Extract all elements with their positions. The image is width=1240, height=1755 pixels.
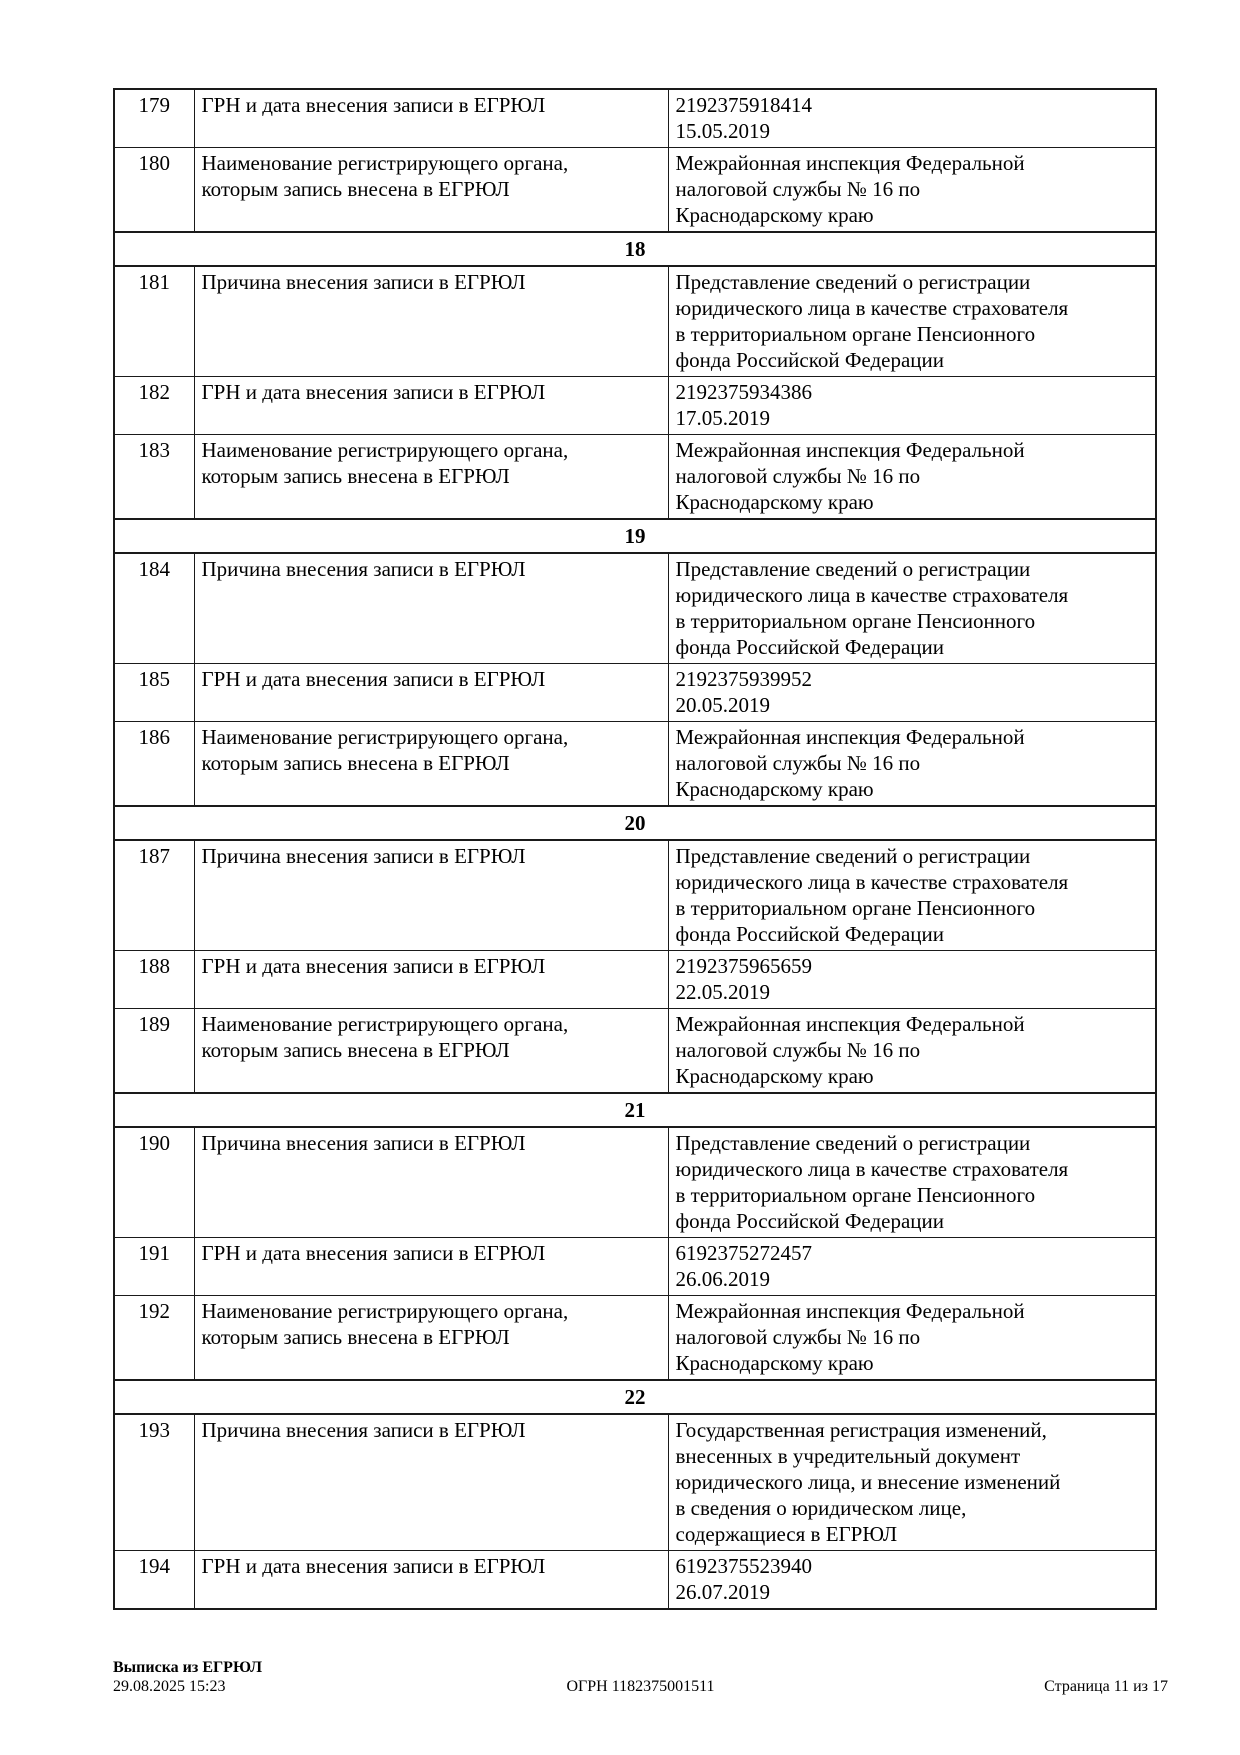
row-value [668, 553, 1156, 664]
row-number: 188 [114, 951, 194, 1009]
section-row [114, 1093, 1156, 1127]
label-text-line: которым запись внесена в ЕГРЮЛ [201, 1325, 510, 1349]
value-text-line: Межрайонная инспекция Федеральной [675, 438, 1025, 462]
row-value [668, 1009, 1156, 1094]
value-text-line: Межрайонная инспекция Федеральной [675, 725, 1025, 749]
row-label [194, 1238, 668, 1296]
row-label [194, 1551, 668, 1610]
value-text-line: 15.05.2019 [675, 119, 770, 143]
row-number: 186 [114, 722, 194, 807]
row-label [194, 722, 668, 807]
footer-ogrn: ОГРН 1182375001511 [566, 1678, 715, 1695]
table-row [114, 435, 1156, 520]
row-value [668, 664, 1156, 722]
value-text-line: налоговой службы № 16 по [675, 1038, 921, 1062]
value-text-line: налоговой службы № 16 по [675, 751, 921, 775]
section-row [114, 806, 1156, 840]
section-header: 18 [114, 232, 1156, 266]
row-label [194, 1414, 668, 1551]
table-row [114, 89, 1156, 148]
value-text-line: Межрайонная инспекция Федеральной [675, 151, 1025, 175]
label-text-line: которым запись внесена в ЕГРЮЛ [201, 464, 510, 488]
section-row [114, 1380, 1156, 1414]
value-text-line: Краснодарскому краю [675, 490, 874, 514]
value-text-line: 22.05.2019 [675, 980, 770, 1004]
value-text-line: налоговой службы № 16 по [675, 1325, 921, 1349]
value-text-line: 26.07.2019 [675, 1580, 770, 1604]
table-row [114, 664, 1156, 722]
label-text-line: Причина внесения записи в ЕГРЮЛ [201, 1418, 526, 1442]
row-label [194, 1127, 668, 1238]
value-text-line: 2192375918414 [675, 93, 812, 117]
value-text-line: 20.05.2019 [675, 693, 770, 717]
row-number: 191 [114, 1238, 194, 1296]
value-text-line: в территориальном органе Пенсионного [675, 609, 1036, 633]
row-number: 180 [114, 148, 194, 233]
label-text-line: которым запись внесена в ЕГРЮЛ [201, 177, 510, 201]
section-header: 20 [114, 806, 1156, 840]
label-text-line: которым запись внесена в ЕГРЮЛ [201, 1038, 510, 1062]
row-value [668, 840, 1156, 951]
label-text-line: Причина внесения записи в ЕГРЮЛ [201, 270, 526, 294]
value-text-line: юридического лица в качестве страхователя [675, 296, 1069, 320]
value-text-line: в территориальном органе Пенсионного [675, 896, 1036, 920]
value-text-line: налоговой службы № 16 по [675, 464, 921, 488]
value-text-line: 6192375272457 [675, 1241, 812, 1265]
value-text-line: юридического лица в качестве страхователя [675, 1157, 1069, 1181]
row-value [668, 951, 1156, 1009]
row-label [194, 266, 668, 377]
page-footer [113, 1652, 1168, 1696]
value-text-line: Краснодарскому краю [675, 1351, 874, 1375]
table-row [114, 1238, 1156, 1296]
label-text-line: Наименование регистрирующего органа, [201, 438, 569, 462]
row-number: 181 [114, 266, 194, 377]
value-text-line: юридического лица в качестве страхователя [675, 870, 1069, 894]
table-row [114, 1296, 1156, 1381]
table-row [114, 553, 1156, 664]
row-number: 194 [114, 1551, 194, 1610]
row-value [668, 1296, 1156, 1381]
table-row [114, 951, 1156, 1009]
row-number: 190 [114, 1127, 194, 1238]
row-number: 189 [114, 1009, 194, 1094]
row-number: 193 [114, 1414, 194, 1551]
section-row [114, 519, 1156, 553]
label-text-line: Наименование регистрирующего органа, [201, 1012, 569, 1036]
label-text-line: Наименование регистрирующего органа, [201, 151, 569, 175]
value-text-line: Представление сведений о регистрации [675, 270, 1031, 294]
value-text-line: в территориальном органе Пенсионного [675, 1183, 1036, 1207]
value-text-line: юридического лица, и внесение изменений [675, 1470, 1061, 1494]
row-label [194, 553, 668, 664]
label-text-line: Причина внесения записи в ЕГРЮЛ [201, 844, 526, 868]
value-text-line: внесенных в учредительный документ [675, 1444, 1021, 1468]
row-number: 183 [114, 435, 194, 520]
row-number: 184 [114, 553, 194, 664]
footer-left-block [113, 1658, 262, 1696]
row-value [668, 89, 1156, 148]
value-text-line: 6192375523940 [675, 1554, 812, 1578]
row-label [194, 89, 668, 148]
egrul-table [113, 88, 1157, 1610]
value-text-line: 17.05.2019 [675, 406, 770, 430]
value-text-line: Краснодарскому краю [675, 1064, 874, 1088]
row-label [194, 148, 668, 233]
row-value [668, 1414, 1156, 1551]
row-value [668, 1238, 1156, 1296]
table-row [114, 722, 1156, 807]
value-text-line: 2192375934386 [675, 380, 812, 404]
row-value [668, 1127, 1156, 1238]
footer-doc-title: Выписка из ЕГРЮЛ [113, 1659, 263, 1676]
value-text-line: содержащиеся в ЕГРЮЛ [675, 1522, 898, 1546]
row-value [668, 148, 1156, 233]
value-text-line: Межрайонная инспекция Федеральной [675, 1299, 1025, 1323]
label-text-line: Причина внесения записи в ЕГРЮЛ [201, 557, 526, 581]
section-row [114, 232, 1156, 266]
value-text-line: фонда Российской Федерации [675, 348, 945, 372]
table-row [114, 1414, 1156, 1551]
label-text-line: ГРН и дата внесения записи в ЕГРЮЛ [201, 954, 546, 978]
label-text-line: ГРН и дата внесения записи в ЕГРЮЛ [201, 380, 546, 404]
footer-page-indicator: Страница 11 из 17 [1044, 1678, 1168, 1695]
row-label [194, 1296, 668, 1381]
value-text-line: в территориальном органе Пенсионного [675, 322, 1036, 346]
row-number: 192 [114, 1296, 194, 1381]
table-row [114, 148, 1156, 233]
footer-datetime: 29.08.2025 15:23 [113, 1678, 226, 1695]
value-text-line: 26.06.2019 [675, 1267, 770, 1291]
egrul-extract-page [113, 88, 1155, 1610]
label-text-line: Причина внесения записи в ЕГРЮЛ [201, 1131, 526, 1155]
row-label [194, 664, 668, 722]
table-row [114, 840, 1156, 951]
value-text-line: налоговой службы № 16 по [675, 177, 921, 201]
label-text-line: ГРН и дата внесения записи в ЕГРЮЛ [201, 93, 546, 117]
label-text-line: ГРН и дата внесения записи в ЕГРЮЛ [201, 1241, 546, 1265]
table-row [114, 1009, 1156, 1094]
value-text-line: в сведения о юридическом лице, [675, 1496, 967, 1520]
row-value [668, 1551, 1156, 1610]
row-label [194, 435, 668, 520]
row-value [668, 435, 1156, 520]
section-header: 22 [114, 1380, 1156, 1414]
label-text-line: ГРН и дата внесения записи в ЕГРЮЛ [201, 667, 546, 691]
row-number: 179 [114, 89, 194, 148]
value-text-line: юридического лица в качестве страхователя [675, 583, 1069, 607]
label-text-line: Наименование регистрирующего органа, [201, 1299, 569, 1323]
row-value [668, 266, 1156, 377]
row-number: 185 [114, 664, 194, 722]
section-header: 21 [114, 1093, 1156, 1127]
row-value [668, 722, 1156, 807]
value-text-line: Государственная регистрация изменений, [675, 1418, 1047, 1442]
row-number: 182 [114, 377, 194, 435]
label-text-line: которым запись внесена в ЕГРЮЛ [201, 751, 510, 775]
value-text-line: Краснодарскому краю [675, 203, 874, 227]
table-row [114, 1127, 1156, 1238]
value-text-line: Краснодарскому краю [675, 777, 874, 801]
table-row [114, 266, 1156, 377]
value-text-line: 2192375965659 [675, 954, 812, 978]
value-text-line: Представление сведений о регистрации [675, 844, 1031, 868]
row-label [194, 377, 668, 435]
value-text-line: фонда Российской Федерации [675, 635, 945, 659]
section-header: 19 [114, 519, 1156, 553]
label-text-line: ГРН и дата внесения записи в ЕГРЮЛ [201, 1554, 546, 1578]
row-label [194, 951, 668, 1009]
value-text-line: фонда Российской Федерации [675, 1209, 945, 1233]
label-text-line: Наименование регистрирующего органа, [201, 725, 569, 749]
row-value [668, 377, 1156, 435]
value-text-line: Межрайонная инспекция Федеральной [675, 1012, 1025, 1036]
row-label [194, 840, 668, 951]
row-label [194, 1009, 668, 1094]
value-text-line: Представление сведений о регистрации [675, 557, 1031, 581]
table-row [114, 1551, 1156, 1610]
table-row [114, 377, 1156, 435]
row-number: 187 [114, 840, 194, 951]
value-text-line: Представление сведений о регистрации [675, 1131, 1031, 1155]
value-text-line: 2192375939952 [675, 667, 812, 691]
value-text-line: фонда Российской Федерации [675, 922, 945, 946]
